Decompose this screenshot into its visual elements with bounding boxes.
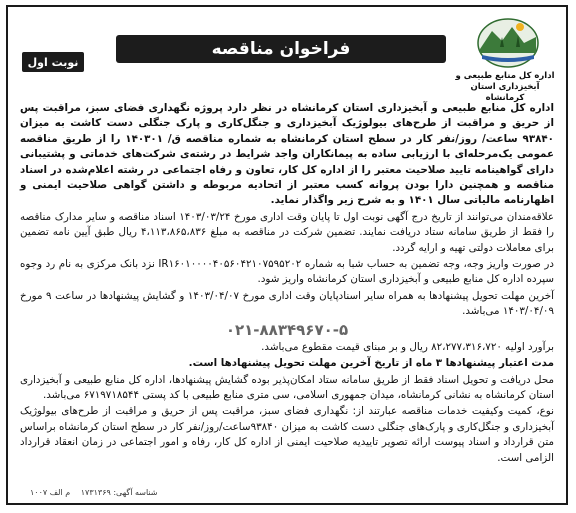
notice-id: شناسه آگهی: ۱۷۳۱۳۶۹ <box>80 488 158 497</box>
estimate-paragraph: برآورد اولیه ۸۲،۲۷۷،۳۱۶،۷۲۰ ریال و بر مبنای قیمت مقطوع می‌باشد. <box>261 340 554 353</box>
address-paragraph: محل دریافت و تحویل اسناد فقط از طریق سامانه ستاد امکان‌پذیر بوده گشایش پیشنهادها، اداره کل منابع طبیعی و آبخیزداری استان کرمانشاه به نشانی کرمانشاه، میدان جمهوری اسلامی، سی متری منابع طبیعی با کد پستی ۶۷۱۹۷۱۸۵۴۴ می‌باشد. <box>20 373 554 401</box>
deadline-paragraph: آخرین مهلت تحویل پیشنهادها به همراه سایر اسنادپایان وقت اداری مورخ ۱۴۰۳/۰۴/۰۷ و گشایش پیشنهادها در ساعت ۹ مورخ ۱۴۰۳/۰۴/۰۹ می‌باشد. <box>20 289 554 318</box>
org-name-line1: اداره کل منابع طبیعی و <box>455 71 555 81</box>
organization-name <box>450 71 560 104</box>
validity-paragraph: مدت اعتبار پیشنهادها ۳ ماه از تاریخ آخرین مهلت تحویل پیشنهادها است. <box>188 357 554 370</box>
services-paragraph: نوع، کمیت وکیفیت خدمات مناقصه عبارتند از: نگهداری فضای سبز، مراقبت پس از حریق و مراقبت از طرح‌های بیولوژیک آبخیزداری و جنگل‌کاری و پارک‌های جنگلی دست کاشت به میزان ۹۳۸۴۰ساعت/روز/نفر کار در سطح استان کرمانشاه براساس متن قرارداد و اسناد پیوست ارائه تصویر تاییدیه صلاحیت ایمنی از اداره کل کار، رفاه و امور اجتماعی در زمان انعقاد قرارداد الزامی است. <box>20 405 555 464</box>
organization-logo-icon <box>472 13 544 69</box>
notice-header <box>8 7 566 103</box>
intro-paragraph: اداره کل منابع طبیعی و آبخیزداری استان کرمانشاه در نظر دارد پروژه نگهداری فضای سبز، مراقبت پس از حریق و مراقبت از طرح‌های بیولوژیک آبخیزداری و جنگل‌کاری و پارک جنگلی دست کاشت به میزان ۹۳۸۴۰ ساعت/ روز/نفر کار در سطح استان کرمانشاه به شماره مناقصه ق/ ۱۴۰۳۰۱ را از طریق مناقصه عمومی یک‌مرحله‌ای با ارزیابی ساده به پیمانکاران واجد شرایط در رشته‌ی شرکت‌های خدماتی و پشتیبانی دارای گواهینامه تایید صلاحیت معتبر را از اداره کل کار، تعاون و رفاه اجتماعی در رشته اعلام‌شده در اسناد مناقصه و همچنین دارا بودن پروانه کسب معتبر از اتحادیه مربوطه و داشتن گواهی صلاحیت ایمنی و اظهارنامه مالیاتی سال ۱۴۰۱ و به شرح زیر واگذار نماید. <box>20 102 554 207</box>
documents-paragraph: علاقه‌مندان می‌توانند از تاریخ درج آگهی نوبت اول تا پایان وقت اداری مورخ ۱۴۰۳/۰۳/۲۴ اسناد مناقصه و سایر مدارک مناقصه را فقط از طریق سامانه ستاد دریافت نمایند. تضمین شرکت در مناقصه به مبلغ ۴،۱۱۳،۸۶۵،۸۳۶ ریال طبق آیین نامه تضمین برای معاملات دولتی تهیه و ارایه گردد. <box>20 210 554 254</box>
round-badge: نوبت اول <box>22 52 84 72</box>
org-name-line2: آبخیزداری استان کرمانشاه <box>470 82 540 103</box>
notice-title: فراخوان مناقصه <box>116 35 446 63</box>
notice-body <box>20 101 554 467</box>
guarantee-paragraph: در صورت واریز وجه، وجه تضمین به حساب شبا به شماره IR۱۶۰۱۰۰۰۰۴۰۵۶۰۴۲۱۰۷۵۹۵۲۰۲ نزد بانک مرکزی به نام رد وجوه سپرده اداره کل منابع طبیعی و آبخیزداری استان کرمانشاه واریز شود. <box>20 258 554 286</box>
notice-code: م الف ۱۰۰۷ <box>30 488 71 497</box>
phone-number: ۰۲۱-۸۸۳۴۹۶۷۰-۵ <box>225 320 349 339</box>
tender-notice <box>6 5 568 505</box>
notice-footer <box>22 488 158 497</box>
